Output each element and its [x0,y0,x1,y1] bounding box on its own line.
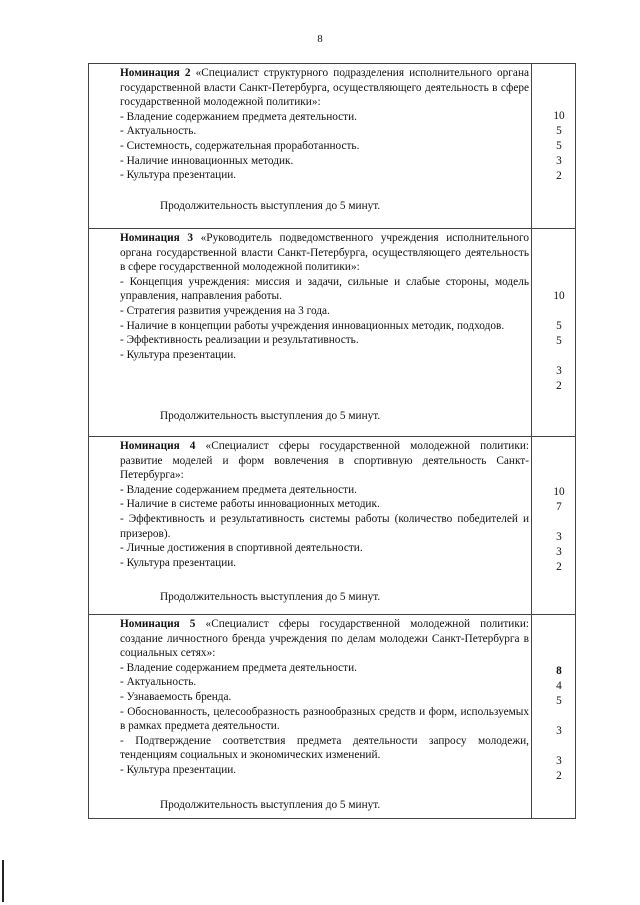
nomination-block [120,66,529,183]
criterion: - Личные достижения в спортивной деятельности. [120,542,363,555]
score: 5 [556,140,562,152]
nomination-block [120,439,529,570]
criterion: - Актуальность. [120,676,197,689]
row-divider [88,614,576,615]
score: 3 [556,755,562,767]
nomination-label: Номинация 5 [120,618,196,630]
criterion: - Системность, содержательная проработанность. [120,139,360,152]
criterion: - Культура презентации. [120,169,237,182]
table-top-border [88,63,576,64]
score: 3 [556,725,562,737]
score: 2 [556,170,562,182]
score: 7 [556,501,562,513]
nomination-label: Номинация 3 [120,232,193,244]
criterion: - Актуальность. [120,125,197,138]
score: 3 [556,546,562,558]
score: 2 [556,770,562,782]
column-divider [531,63,532,819]
criterion: - Наличие в системе работы инновационных методик. [120,498,380,511]
criterion: - Культура презентации. [120,348,237,361]
nomination-title: «Специалист структурного подразделения исполнительного органа государственной власти Санкт-Петербурга, осуществляющего деятельность в сфере государственной молодежной политики»: [120,67,530,109]
criterion: - Обоснованность, целесообразность разнообразных средств и форм, используемых в рамках предмета деятельности. [120,705,529,733]
page-number: 8 [317,33,323,45]
score: 10 [553,290,565,302]
criterion: - Наличие инновационных методик. [120,154,294,167]
score: 5 [556,335,562,347]
nomination-title: «Специалист сферы государственной молодежной политики: создание личностного бренда учреждения по делам молодежи Санкт-Петербурга в социальных сетях»: [120,618,530,660]
criterion: - Стратегия развития учреждения на 3 года. [120,304,330,317]
criterion: - Культура презентации. [120,556,237,569]
nomination-title: «Руководитель подведомственного учреждения исполнительного органа государственной власти Санкт-Петербурга, осуществляющего деятельность в сфере государственной молодежной политики»: [120,232,529,274]
criterion: - Владение содержанием предмета деятельности. [120,661,357,674]
row-divider [88,228,576,229]
scan-edge-mark [2,860,4,902]
score: 3 [556,365,562,377]
criterion: - Концепция учреждения: миссия и задачи, сильные и слабые стороны, модель управления, направления работы. [120,275,529,303]
table-left-border [88,63,89,819]
score: 4 [556,680,562,692]
score: 10 [553,110,565,122]
table-right-border [575,63,576,819]
criterion: - Владение содержанием предмета деятельности. [120,483,357,496]
score: 3 [556,531,562,543]
duration-note: Продолжительность выступления до 5 минут. [160,410,381,422]
nomination-block [120,231,529,362]
score: 5 [556,125,562,137]
duration-note: Продолжительность выступления до 5 минут. [160,799,381,811]
duration-note: Продолжительность выступления до 5 минут. [160,200,381,212]
score: 2 [556,380,562,392]
score: 3 [556,155,562,167]
nomination-block [120,617,529,778]
criterion: - Владение содержанием предмета деятельности. [120,110,357,123]
score: 8 [556,665,562,677]
nomination-title: «Специалист сферы государственной молодежной политики: развитие моделей и форм вовлечения в спортивную деятельность Санкт-Петербурга»: [120,440,530,482]
score: 5 [556,695,562,707]
criterion: - Наличие в концепции работы учреждения инновационных методик, подходов. [120,319,505,332]
criterion: - Культура презентации. [120,763,237,776]
nomination-label: Номинация 4 [120,440,196,452]
table-bottom-border [88,818,576,819]
score: 5 [556,320,562,332]
score: 2 [556,561,562,573]
criterion: - Подтверждение соответствия предмета деятельности запросу молодежи, тенденциям социальных и экономических изменений. [120,734,529,762]
criterion: - Эффективность и результативность системы работы (количество победителей и призеров). [120,512,529,540]
nomination-label: Номинация 2 [120,67,191,79]
row-divider [88,436,576,437]
criterion: - Эффективность реализации и результативность. [120,334,359,347]
duration-note: Продолжительность выступления до 5 минут. [160,591,381,603]
criterion: - Узнаваемость бренда. [120,690,232,703]
score: 10 [553,486,565,498]
